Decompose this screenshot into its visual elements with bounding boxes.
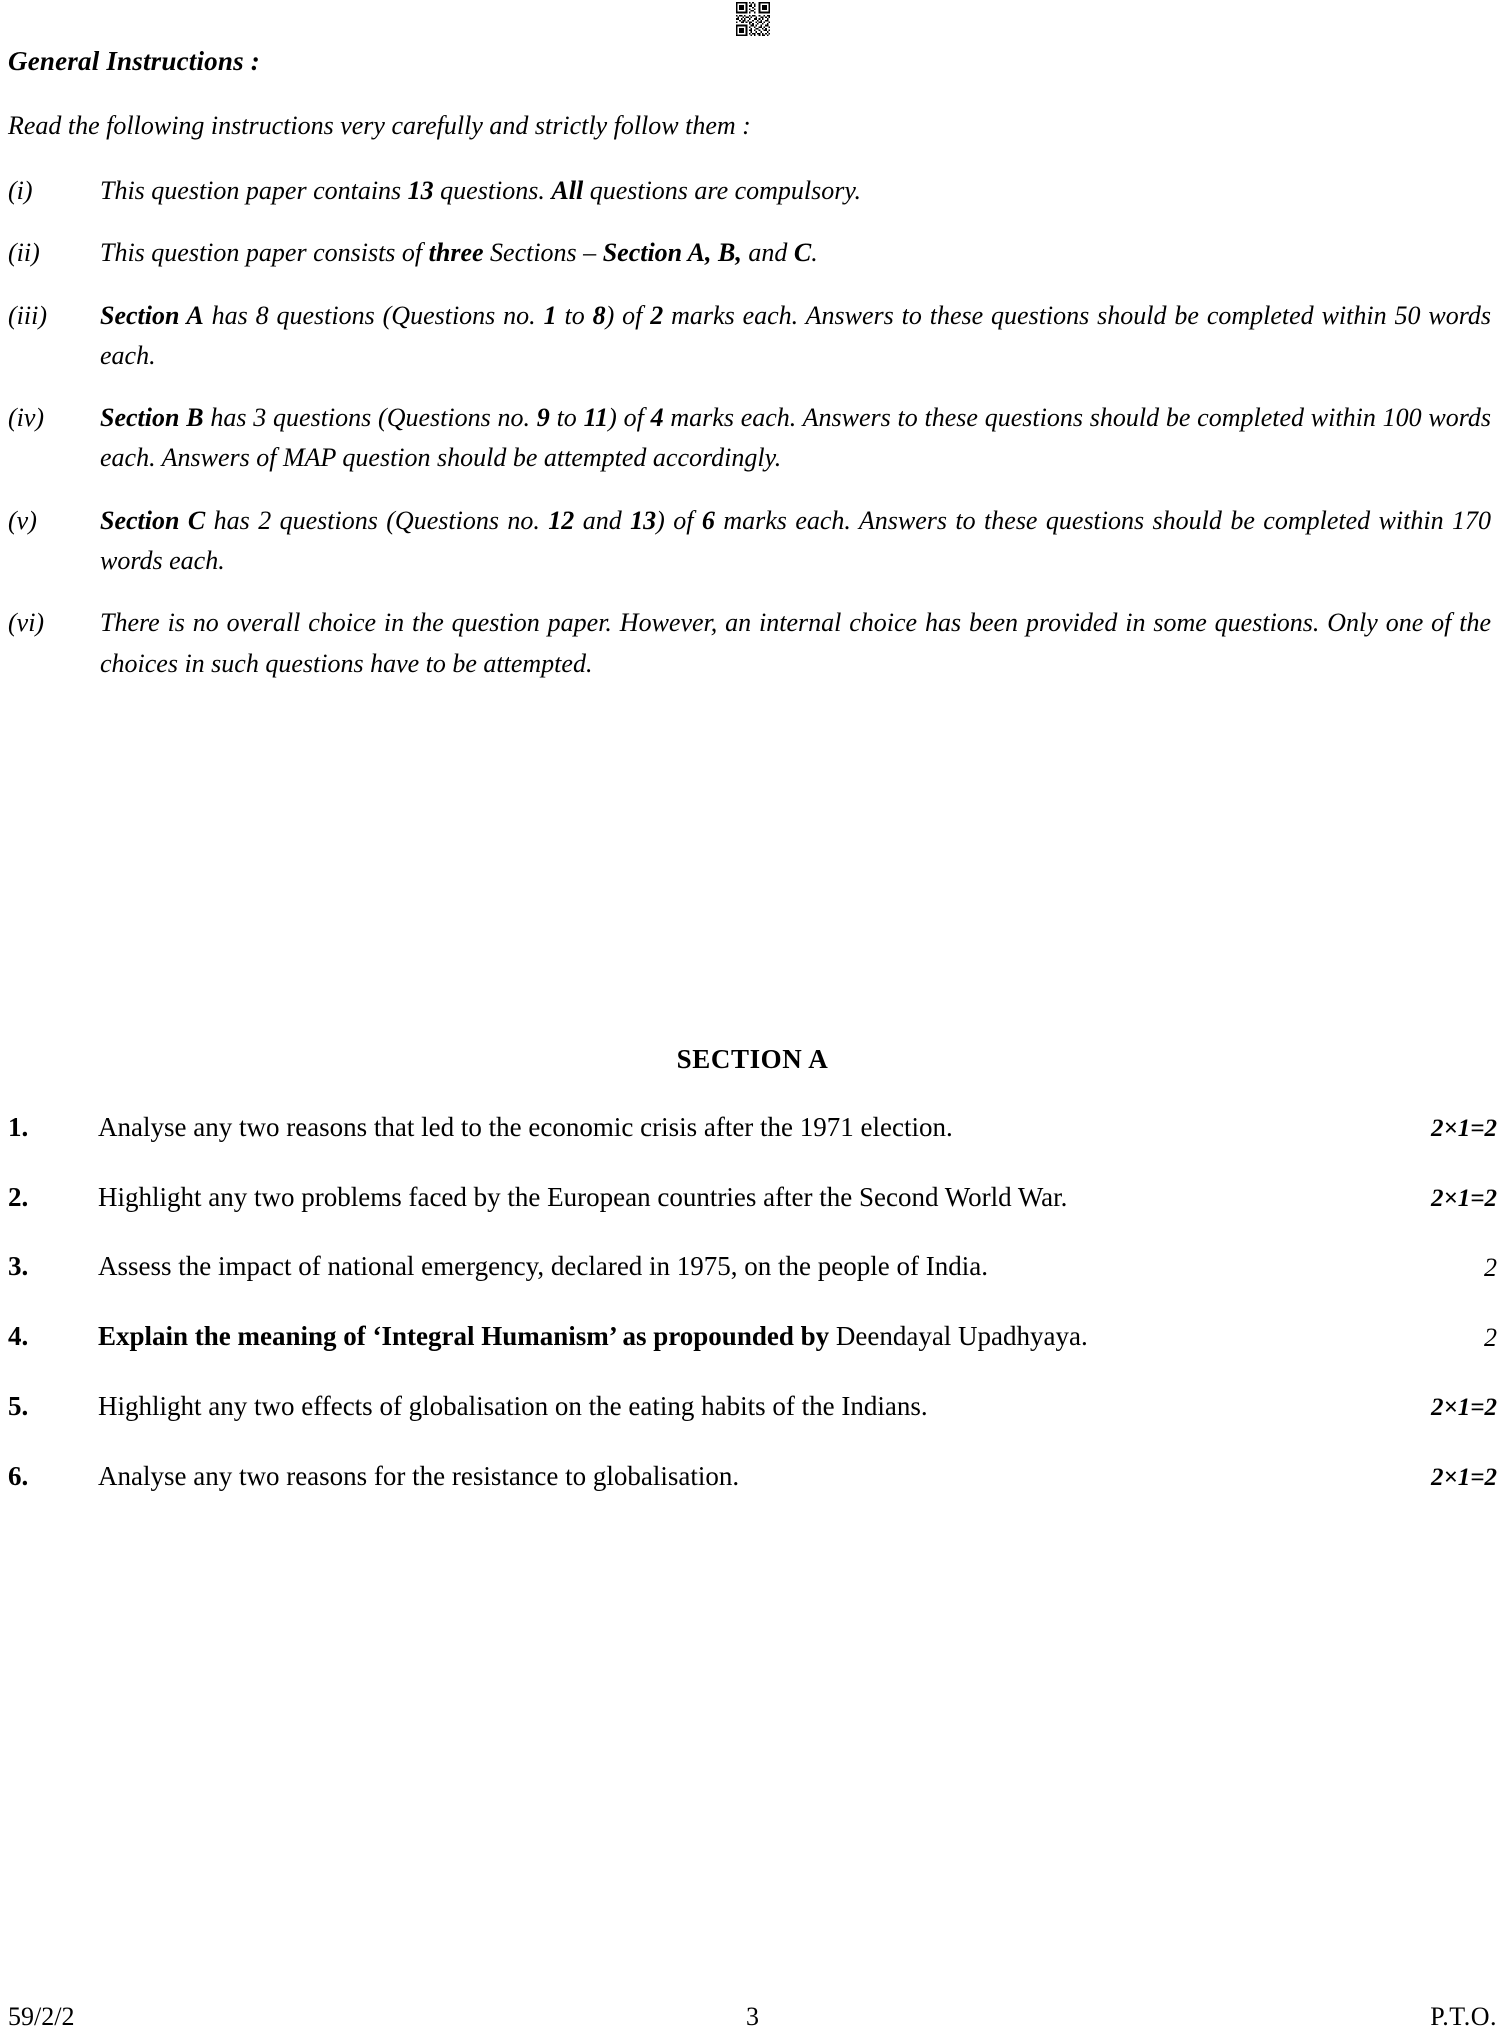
turn-over-label: P.T.O. [1430,2002,1497,2031]
question-number: 5. [8,1390,29,1421]
question-body [98,1315,1497,1359]
instruction-text: Section A has 8 questions (Questions no. 1 to 8) of 2 marks each. Answers to these questions should be completed within 50 words each. [100,300,1491,370]
instruction-item [8,398,1497,479]
question-text: Assess the impact of national emergency, declared in 1975, on the people of India. [98,1251,988,1282]
instruction-text: This question paper consists of three Sections – Section A, B, and C. [100,238,818,268]
paper-code: 59/2/2 [8,2002,75,2031]
question-text: Highlight any two problems faced by the European countries after the Second World War. [98,1181,1068,1212]
question-text-tail: Deendayal Upadhyaya. [835,1321,1088,1352]
instruction-item [8,501,1497,582]
instruction-label: (i) [8,176,33,205]
instruction-text: This question paper contains 13 questions. All questions are compulsory. [100,176,862,205]
question-item [8,1385,1497,1429]
question-body [98,1176,1497,1220]
question-marks: 2×1=2 [1431,1394,1497,1422]
question-body [98,1245,1497,1289]
instruction-text: Section C has 2 questions (Questions no. 12 and 13) of 6 marks each. Answers to these questions should be completed within 170 words each. [100,505,1492,576]
instruction-item [8,171,1497,211]
question-body [98,1385,1497,1429]
instructions-list [8,171,1497,684]
instruction-item [8,296,1497,377]
question-number: 3. [8,1251,29,1282]
instruction-label: (iv) [8,403,45,433]
questions-list [8,1106,1497,1524]
question-item [8,1176,1497,1220]
question-marks: 2×1=2 [1431,1463,1497,1491]
question-number: 6. [8,1460,29,1491]
page-number: 3 [746,2002,759,2031]
instruction-text: There is no overall choice in the question paper. However, an internal choice has been provided in some questions. Only one of the choices in such questions have to be attempted. [100,608,1491,678]
question-text [98,1315,1497,1359]
question-item [8,1315,1497,1359]
general-instructions-block [8,46,1497,706]
general-instructions-title: General Instructions : [8,46,260,76]
question-text: Highlight any two effects of globalisation on the eating habits of the Indians. [98,1390,928,1421]
question-text: Analyse any two reasons for the resistance to globalisation. [98,1460,740,1491]
general-instructions-lead: Read the following instructions very carefully and strictly follow them : [8,111,751,140]
instruction-item [8,603,1497,684]
question-item [8,1455,1497,1499]
question-body [98,1455,1497,1499]
question-marks: 2 [1484,1253,1497,1283]
instruction-text: Section B has 3 questions (Questions no. 9 to 11) of 4 marks each. Answers to these questions should be completed within 100 words each. Answers of MAP question should be attempted accordingly. [100,403,1491,473]
question-marks: 2×1=2 [1431,1115,1497,1143]
question-text-head: Explain the meaning of ‘Integral Humanism’ as propounded by [98,1321,836,1352]
question-number: 1. [8,1112,29,1142]
question-item [8,1245,1497,1289]
question-marks: 2 [1484,1322,1497,1352]
question-number: 4. [8,1321,29,1352]
instruction-label: (ii) [8,238,40,268]
question-text: Analyse any two reasons that led to the economic crisis after the 1971 election. [98,1112,953,1142]
qr-code-icon [736,2,770,36]
question-item [8,1106,1497,1150]
section-a-heading: SECTION A [676,1044,829,1074]
question-number: 2. [8,1181,29,1212]
instruction-label: (v) [8,505,37,535]
instruction-label: (vi) [8,608,45,638]
page-footer [8,1992,1497,2032]
question-marks: 2×1=2 [1431,1184,1497,1212]
instruction-label: (iii) [8,300,47,330]
question-body [98,1106,1497,1150]
instruction-item [8,233,1497,273]
